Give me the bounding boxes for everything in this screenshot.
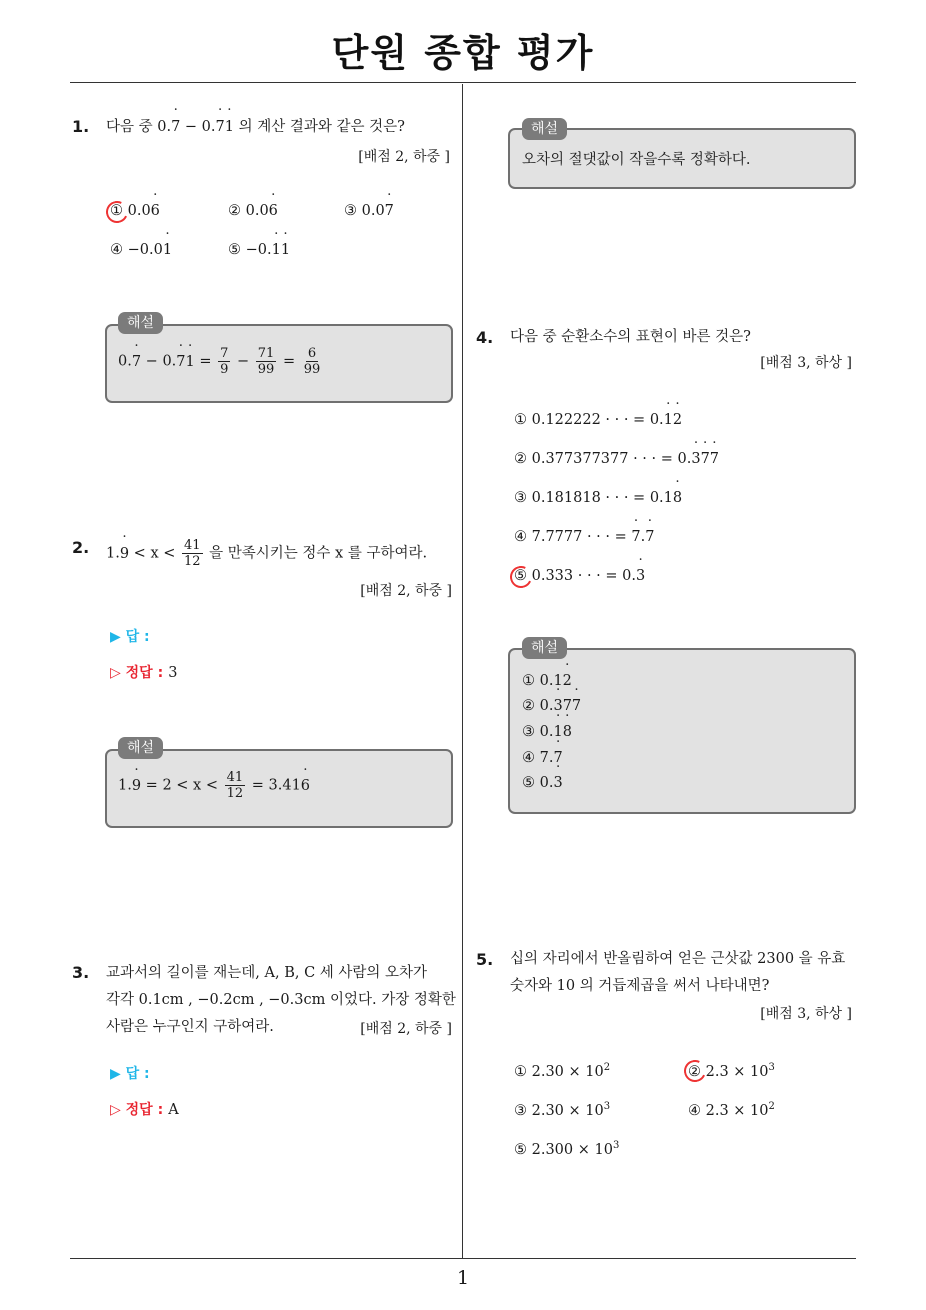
q5-line-2: 숫자와 10 의 거듭제곱을 써서 나타내면? — [510, 978, 770, 994]
q1-solution-text: 0.˙ 7 − 0.˙ 7˙ 1 = $\frac{7}{9}$ − $\frac{71}{99}$ = $\frac{6}{99}$ — [118, 346, 324, 377]
q4-solution-line-3: ③ 0.˙ 1˙ 8 — [522, 724, 572, 740]
q3-correct-answer: ▷ 정답 : A — [110, 1102, 179, 1118]
q4-solution-line-1: ① 0.1˙ 2 — [522, 673, 572, 689]
q4-choice-4[interactable]: ④ 7.7777 · · · = ˙ 7.˙ 7 — [514, 529, 654, 545]
q3-line-1: 교과서의 길이를 재는데, A, B, C 세 사람의 오차가 — [106, 965, 428, 981]
q2-correct-answer: ▷ 정답 : 3 — [110, 665, 178, 681]
q1-number: 1. — [72, 117, 90, 136]
q4-choice-1[interactable]: ① 0.122222 · · · = 0.˙ 1˙ 2 — [514, 412, 682, 428]
q5-choice-1[interactable]: ① $2.30 \times 10^2$ — [514, 1062, 611, 1080]
q5-line-1: 십의 자리에서 반올림하여 얻은 근삿값 2300 을 유효 — [510, 951, 846, 967]
q3-answer-label[interactable]: ▶ 답 : — [110, 1066, 150, 1082]
q2-text: 1.˙ 9 < x < $\frac{41}{12}$ 을 만족시키는 정수 x 를 구하여라. — [106, 538, 427, 569]
q1-choice-4[interactable]: ④ −0.0˙ 1 — [110, 242, 172, 258]
q4-choice-3[interactable]: ③ 0.181818 · · · = 0.1˙ 8 — [514, 490, 682, 506]
q3-score: [배점 2, 하중 ] — [360, 1021, 452, 1037]
q3-number: 3. — [72, 963, 90, 982]
q2-answer-label[interactable]: ▶ 답 : — [110, 629, 150, 645]
q5-score: [배점 3, 하상 ] — [760, 1006, 852, 1022]
q1-choice-5[interactable]: ⑤ −0.˙ 1˙ 1 — [228, 242, 290, 258]
q3-line-2: 각각 0.1cm , −0.2cm , −0.3cm 이었다. 가장 정확한 — [106, 992, 456, 1008]
page-number: 1 — [456, 1267, 470, 1289]
q5-choice-5[interactable]: ⑤ $2.300 \times 10^3$ — [514, 1140, 620, 1158]
bottom-divider — [70, 1258, 856, 1259]
q4-choice-5[interactable]: ⑤ 0.333 · · · = 0.˙ 3 — [514, 568, 645, 584]
q4-number: 4. — [476, 328, 494, 347]
column-divider — [462, 84, 463, 1258]
q3-solution-tag: 해설 — [522, 118, 567, 140]
top-divider — [70, 82, 856, 83]
q4-choice-2[interactable]: ② 0.377377377 · · · = 0.˙ 3˙ 7˙ 7 — [514, 451, 719, 467]
q2-score: [배점 2, 하중 ] — [360, 583, 452, 599]
q4-solution-line-2: ② 0.˙ 37˙ 7 — [522, 698, 581, 714]
q5-choice-3[interactable]: ③ $2.30 \times 10^3$ — [514, 1101, 611, 1119]
q4-solution-line-4: ④ 7.˙ 7 — [522, 750, 563, 766]
q4-score: [배점 3, 하상 ] — [760, 355, 852, 371]
q1-choice-3[interactable]: ③ 0.0˙ 7 — [344, 203, 394, 219]
q5-choice-4[interactable]: ④ $2.3 \times 10^2$ — [688, 1101, 775, 1119]
q1-text: 다음 중 0.˙ 7 − 0.˙ 7˙ 1 의 계산 결과와 같은 것은? — [106, 114, 405, 141]
page-title: 단원 종합 평가 — [331, 31, 595, 75]
q4-text: 다음 중 순환소수의 표현이 바른 것은? — [510, 329, 751, 345]
q2-number: 2. — [72, 538, 90, 557]
q5-choice-2[interactable]: ② $2.3 \times 10^3$ — [688, 1062, 775, 1080]
q1-score: [배점 2, 하중 ] — [358, 149, 450, 165]
q4-solution-line-5: ⑤ 0.˙ 3 — [522, 775, 563, 791]
q3-line-3: 사람은 누구인지 구하여라. — [106, 1019, 274, 1035]
q2-solution-tag: 해설 — [118, 737, 163, 759]
q5-number: 5. — [476, 950, 494, 969]
q1-choice-2[interactable]: ② 0.0˙ 6 — [228, 203, 278, 219]
q2-solution-text: 1.˙ 9 = 2 < x < $\frac{41}{12}$ = 3.41˙ 6 — [118, 770, 310, 801]
q1-choice-1[interactable]: ① 0.0˙ 6 — [110, 203, 160, 219]
q4-solution-tag: 해설 — [522, 637, 567, 659]
q1-solution-tag: 해설 — [118, 312, 163, 334]
q3-solution-text: 오차의 절댓값이 작을수록 정확하다. — [522, 152, 751, 168]
